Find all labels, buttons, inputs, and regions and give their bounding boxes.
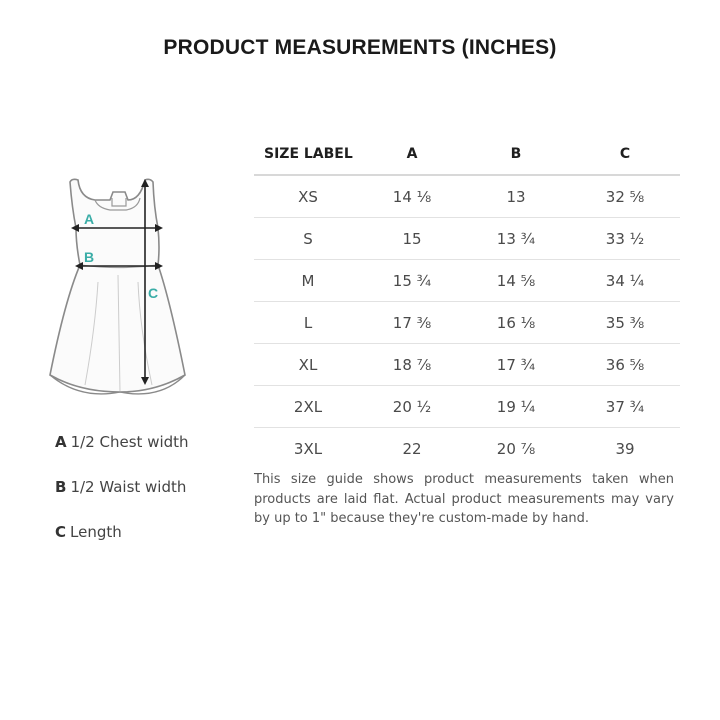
b-cell: 20 ⅞ bbox=[496, 439, 536, 458]
measurement-legend bbox=[55, 432, 189, 567]
size-cell: M bbox=[254, 260, 362, 302]
legend-text: 1/2 Waist width bbox=[70, 478, 187, 496]
legend-item-c bbox=[55, 522, 189, 567]
a-cell: 22 bbox=[402, 439, 422, 458]
legend-text: 1/2 Chest width bbox=[70, 433, 189, 451]
b-cell: 13 bbox=[462, 175, 570, 218]
size-cell: 2XL bbox=[254, 386, 362, 428]
dress-outline bbox=[50, 179, 185, 392]
table-row bbox=[254, 218, 680, 260]
a-cell: 15 bbox=[362, 218, 462, 260]
table-row bbox=[254, 302, 680, 344]
c-cell: 33 ½ bbox=[570, 218, 680, 260]
size-guide-note: This size guide shows product measurements taken when products are laid flat. Actual product measurements may vary by up to 1" because they're custom-made by hand. bbox=[254, 472, 674, 526]
size-cell: S bbox=[254, 218, 362, 260]
column-header-a: A bbox=[362, 134, 462, 175]
c-cell: 34 ¼ bbox=[570, 260, 680, 302]
legend-text: Length bbox=[70, 523, 122, 541]
table-row bbox=[254, 260, 680, 302]
size-cell: 3XL bbox=[293, 439, 323, 458]
column-header-c: C bbox=[570, 134, 680, 175]
b-cell: 13 ¾ bbox=[462, 218, 570, 260]
b-cell: 16 ⅛ bbox=[462, 302, 570, 344]
b-cell: 19 ¼ bbox=[462, 386, 570, 428]
page-title: PRODUCT MEASUREMENTS (INCHES) bbox=[163, 36, 557, 59]
a-cell: 17 ⅜ bbox=[362, 302, 462, 344]
size-cell: L bbox=[254, 302, 362, 344]
legend-key: A bbox=[55, 433, 67, 451]
legend-key: C bbox=[55, 523, 67, 541]
table-row bbox=[254, 344, 680, 386]
c-cell: 39 bbox=[615, 439, 635, 458]
legend-item-b bbox=[55, 477, 189, 522]
diagram-label-b: B bbox=[84, 249, 95, 265]
a-cell: 20 ½ bbox=[362, 386, 462, 428]
b-cell: 17 ¾ bbox=[462, 344, 570, 386]
size-table bbox=[254, 134, 680, 469]
column-header-b: B bbox=[462, 134, 570, 175]
c-cell: 32 ⅝ bbox=[570, 175, 680, 218]
table-row bbox=[254, 386, 680, 428]
table-row bbox=[254, 428, 680, 470]
a-cell: 18 ⅞ bbox=[362, 344, 462, 386]
size-cell: XL bbox=[254, 344, 362, 386]
c-cell: 36 ⅝ bbox=[570, 344, 680, 386]
diagram-label-a: A bbox=[84, 211, 95, 227]
c-cell: 35 ⅜ bbox=[570, 302, 680, 344]
dress-diagram bbox=[40, 170, 200, 410]
b-cell: 14 ⅝ bbox=[462, 260, 570, 302]
a-cell: 14 ⅛ bbox=[362, 175, 462, 218]
diagram-label-c: C bbox=[148, 285, 159, 301]
table-row bbox=[254, 175, 680, 218]
legend-key: B bbox=[55, 478, 67, 496]
a-cell: 15 ¾ bbox=[362, 260, 462, 302]
table-header-row bbox=[254, 134, 680, 175]
legend-item-a bbox=[55, 432, 189, 477]
size-cell: XS bbox=[254, 175, 362, 218]
column-header-size-label: SIZE LABEL bbox=[254, 134, 362, 175]
c-cell: 37 ¾ bbox=[570, 386, 680, 428]
